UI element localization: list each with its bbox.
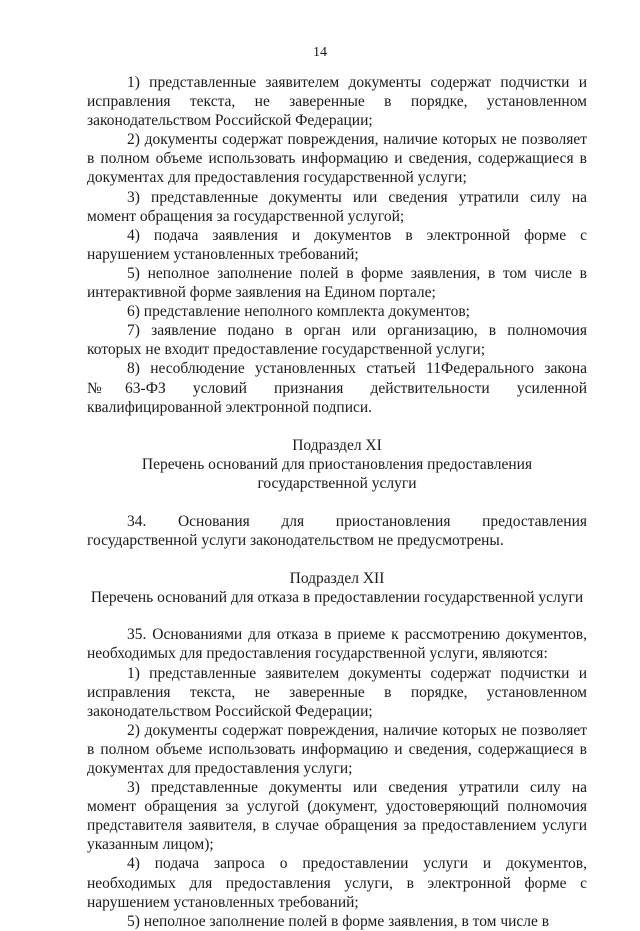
page-number: 14	[313, 45, 327, 60]
list-item: 5) неполное заполнение полей в форме заявления, в том числе в интерактивной форме заявления на Едином портале;	[87, 264, 587, 302]
list-item: 3) представленные документы или сведения утратили силу на момент обращения за услугой (документ, удостоверяющий полномочия представителя заявителя, в случае обращения за предоставлением услуги указанным лицом);	[87, 779, 587, 854]
subsection-xii-title: Перечень оснований для отказа в предоставлении государственной услуги	[90, 589, 584, 607]
list-item: 6) представление неполного комплекта документов;	[127, 303, 470, 321]
paragraph-35: 35. Основаниями для отказа в приеме к рассмотрению документов, необходимых для предоставления государственной услуги, являются:	[87, 626, 587, 663]
list-item: 5) неполное заполнение полей в форме заявления, в том числе в	[127, 912, 550, 930]
list-item: 7) заявление подано в орган или организацию, в полномочия которых не входит предоставление государственной услуги;	[87, 322, 587, 359]
list-item: 1) представленные заявителем документы содержат подчистки и исправления текста, не заверенные в порядке, установленном законодательством Российской Федерации;	[87, 664, 587, 720]
subsection-xi-title: Перечень оснований для приостановления предоставления государственной услуги	[141, 455, 533, 492]
subsection-xi-label: Подраздел XI	[292, 436, 382, 454]
list-item: 1) представленные заявителем документы содержат подчистки и исправления текста, не заверенные в порядке, установленном законодательством Российской Федерации;	[87, 74, 587, 130]
list-item: 3) представленные документы или сведения утратили силу на момент обращения за государственной услугой;	[87, 188, 587, 225]
paragraph-34: 34. Основания для приостановления предоставления государственной услуги законодательством не предусмотрены.	[87, 512, 587, 550]
document-body	[87, 73, 587, 931]
list-item: 2) документы содержат повреждения, наличие которых не позволяет в полном объеме использовать информацию и сведения, содержащиеся в документах для предоставления услуги;	[87, 721, 587, 777]
list-item: 4) подача запроса о предоставлении услуги и документов, необходимых для предоставления услуги, в электронной форме с нарушением установленных требований;	[87, 855, 587, 911]
list-item: 4) подача заявления и документов в электронной форме с нарушением установленных требований;	[87, 226, 587, 263]
list-item: 2) документы содержат повреждения, наличие которых не позволяет в полном объеме использовать информацию и сведения, содержащиеся в документах для предоставления государственной услуги;	[87, 131, 587, 187]
list-item: 8) несоблюдение установленных статьей 11Федерального закона №63-ФЗ условий признания действительности усиленной квалифицированной электронной подписи.	[87, 360, 587, 416]
subsection-xii-label: Подраздел XII	[289, 570, 385, 588]
